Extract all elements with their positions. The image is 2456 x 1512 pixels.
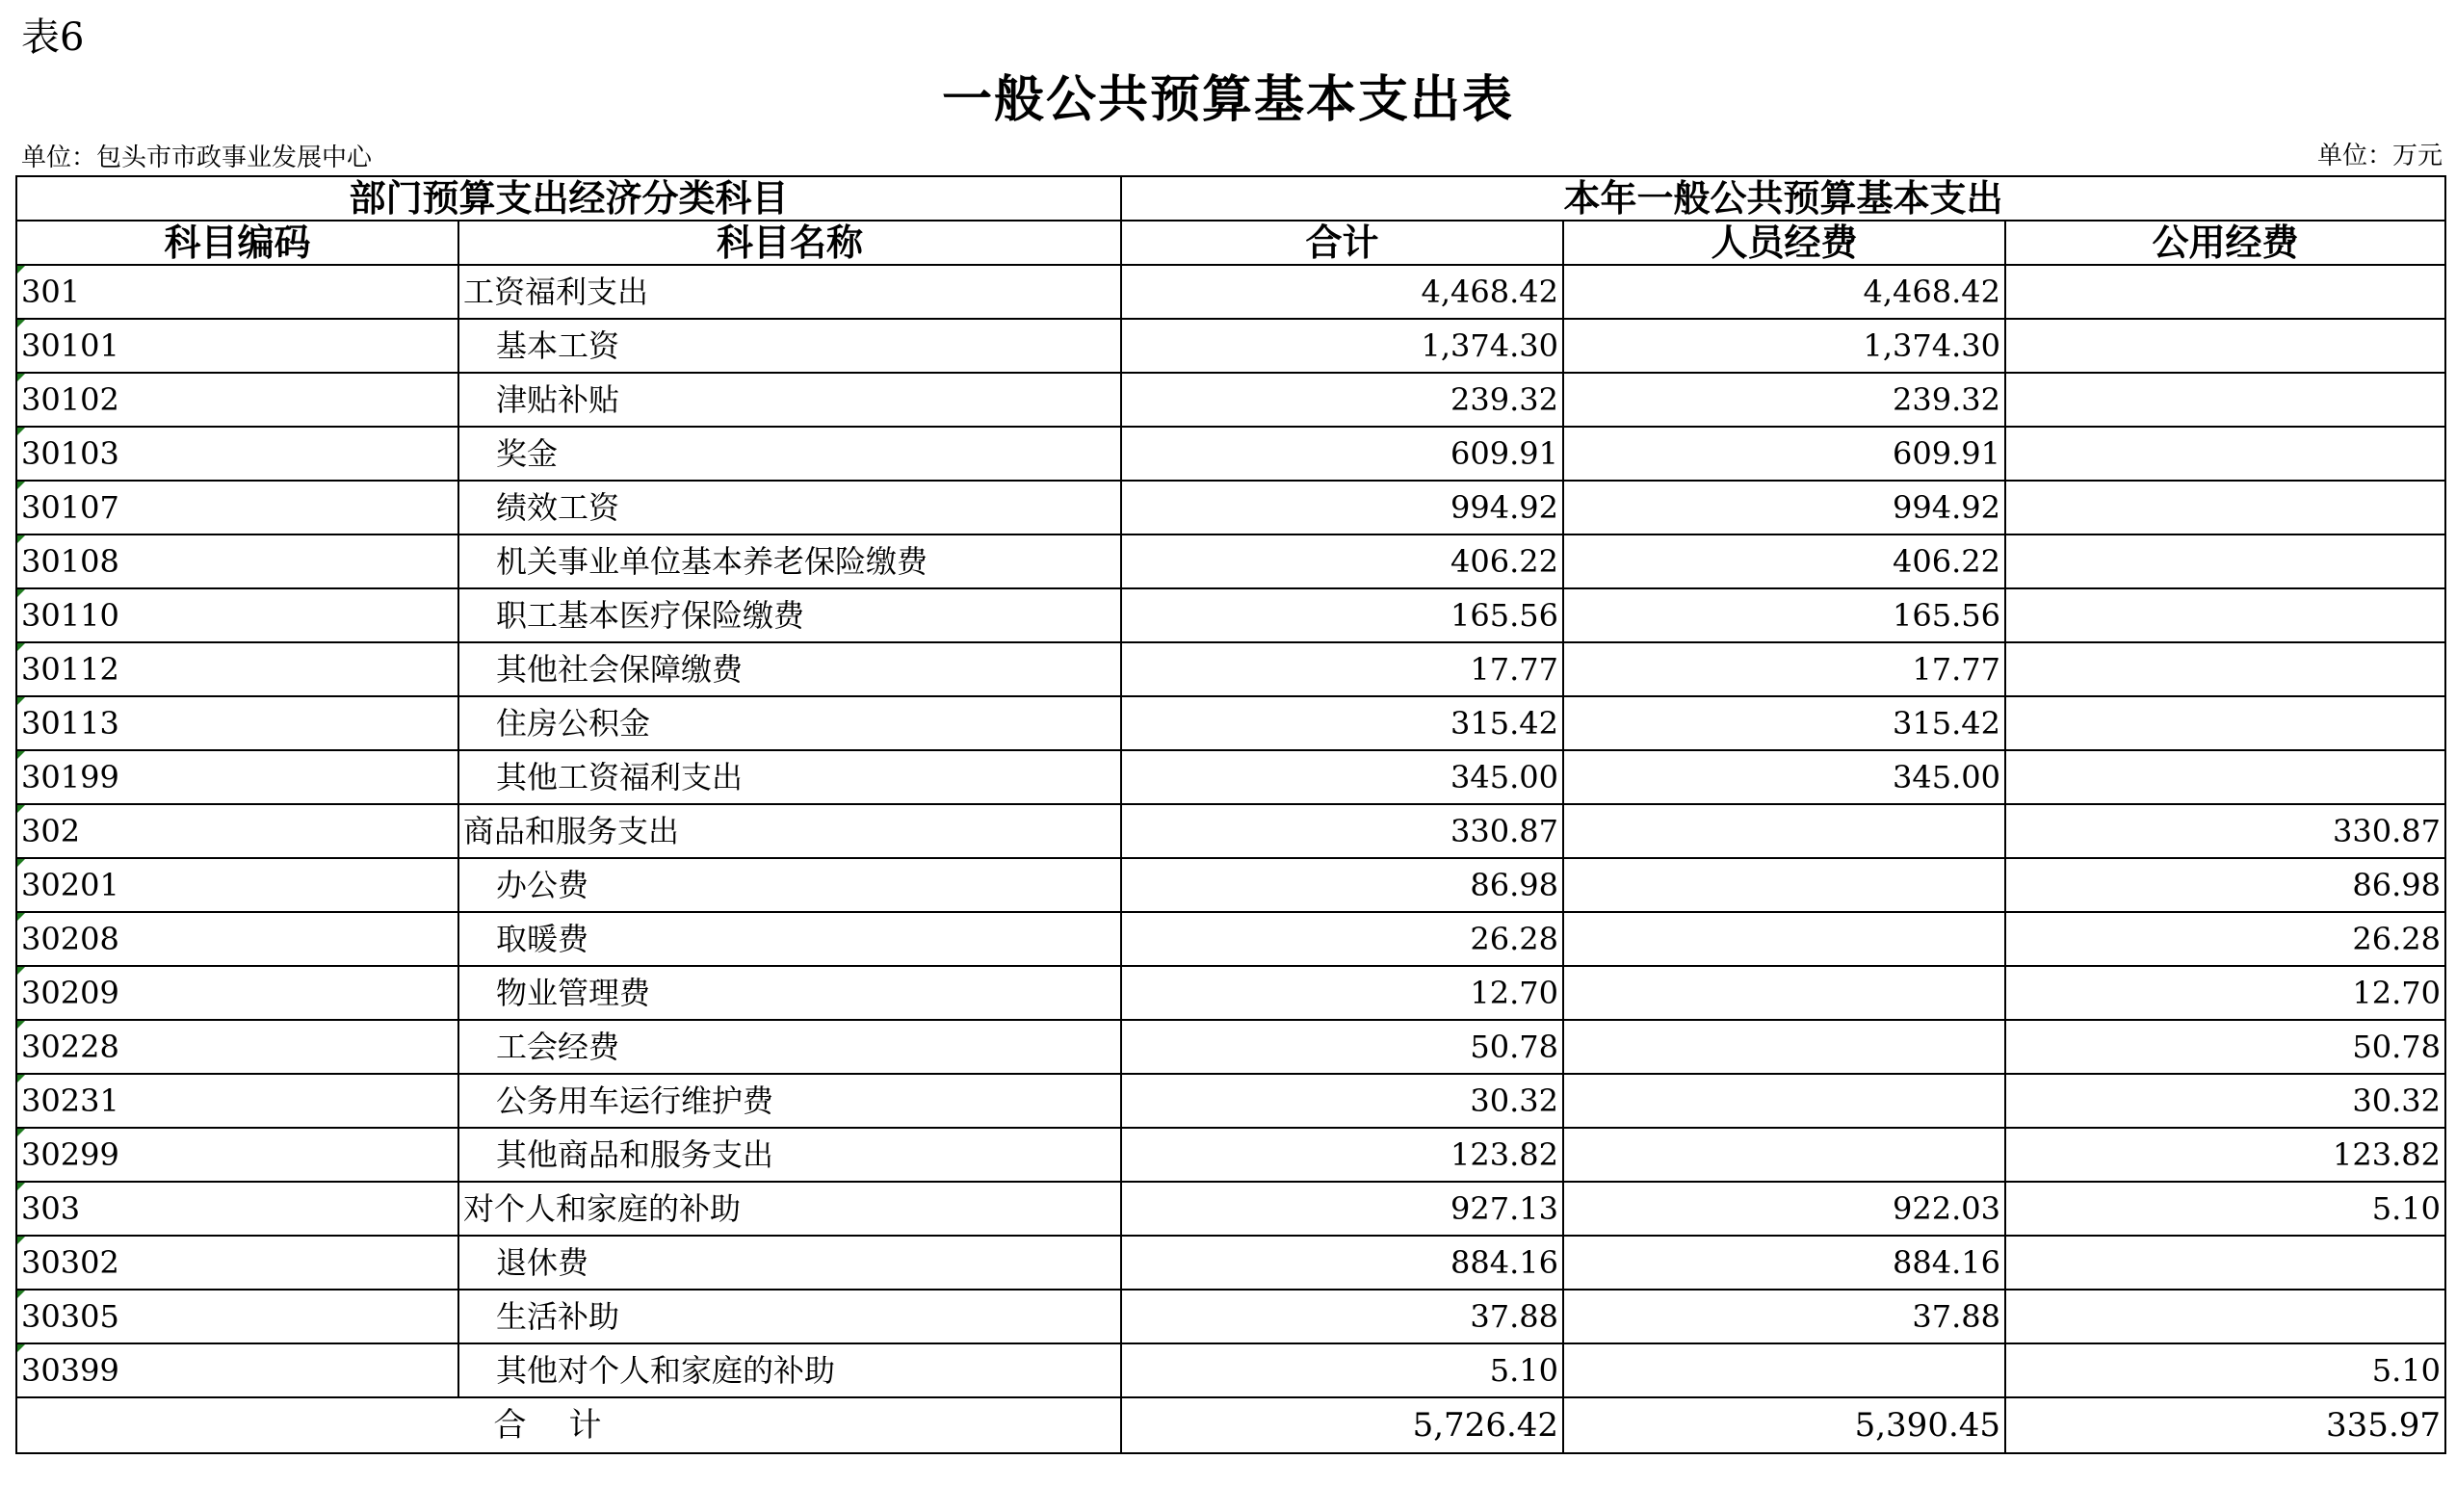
- row-subject-code: 30201: [16, 858, 458, 912]
- table-row: [16, 1343, 2445, 1397]
- row-subject-code: 303: [16, 1182, 458, 1236]
- row-public-expense: 26.28: [2005, 912, 2445, 966]
- table-row: [16, 1074, 2445, 1128]
- table-row: [16, 966, 2445, 1020]
- row-subject-name: 绩效工资: [458, 481, 1121, 534]
- row-personnel-expense: 345.00: [1563, 750, 2005, 804]
- row-personnel-expense: [1563, 804, 2005, 858]
- row-total: 12.70: [1121, 966, 1563, 1020]
- table-number-label: 表6: [21, 15, 85, 60]
- table-header: [16, 176, 2445, 265]
- row-personnel-expense: 406.22: [1563, 534, 2005, 588]
- row-public-expense: [2005, 1290, 2445, 1343]
- row-total: 1,374.30: [1121, 319, 1563, 373]
- row-public-expense: 5.10: [2005, 1343, 2445, 1397]
- row-personnel-expense: 922.03: [1563, 1182, 2005, 1236]
- row-total: 17.77: [1121, 642, 1563, 696]
- row-public-expense: 123.82: [2005, 1128, 2445, 1182]
- row-subject-name: 其他工资福利支出: [458, 750, 1121, 804]
- row-personnel-expense: 239.32: [1563, 373, 2005, 427]
- row-public-expense: [2005, 750, 2445, 804]
- row-subject-code: 30110: [16, 588, 458, 642]
- header-personnel-expense: 人员经费: [1563, 221, 2005, 265]
- row-total: 994.92: [1121, 481, 1563, 534]
- table-row: [16, 1236, 2445, 1290]
- row-total: 5.10: [1121, 1343, 1563, 1397]
- table-body: [16, 265, 2445, 1397]
- row-subject-name: 其他商品和服务支出: [458, 1128, 1121, 1182]
- row-total: 86.98: [1121, 858, 1563, 912]
- budget-table: [15, 175, 2446, 1454]
- row-subject-name: 商品和服务支出: [458, 804, 1121, 858]
- row-subject-code: 30113: [16, 696, 458, 750]
- row-public-expense: 330.87: [2005, 804, 2445, 858]
- table-row: [16, 481, 2445, 534]
- row-subject-code: 30108: [16, 534, 458, 588]
- row-public-expense: [2005, 373, 2445, 427]
- row-personnel-expense: [1563, 966, 2005, 1020]
- row-public-expense: 30.32: [2005, 1074, 2445, 1128]
- row-total: 37.88: [1121, 1290, 1563, 1343]
- row-personnel-expense: [1563, 912, 2005, 966]
- row-personnel-expense: 1,374.30: [1563, 319, 2005, 373]
- table-row: [16, 696, 2445, 750]
- table-row: [16, 265, 2445, 319]
- row-subject-code: 30107: [16, 481, 458, 534]
- row-total: 30.32: [1121, 1074, 1563, 1128]
- row-subject-code: 30103: [16, 427, 458, 481]
- header-public-expense: 公用经费: [2005, 221, 2445, 265]
- row-subject-name: 其他对个人和家庭的补助: [458, 1343, 1121, 1397]
- row-total: 50.78: [1121, 1020, 1563, 1074]
- header-total: 合计: [1121, 221, 1563, 265]
- table-row: [16, 319, 2445, 373]
- table-row: [16, 1290, 2445, 1343]
- row-personnel-expense: [1563, 1128, 2005, 1182]
- row-subject-name: 取暖费: [458, 912, 1121, 966]
- row-personnel-expense: 4,468.42: [1563, 265, 2005, 319]
- total-row-total: 5,726.42: [1121, 1397, 1563, 1453]
- row-personnel-expense: 315.42: [1563, 696, 2005, 750]
- total-row-public: 335.97: [2005, 1397, 2445, 1453]
- total-row-label: 合计: [16, 1397, 1121, 1453]
- row-personnel-expense: [1563, 1343, 2005, 1397]
- table-row: [16, 1182, 2445, 1236]
- total-row-personnel: 5,390.45: [1563, 1397, 2005, 1453]
- row-subject-code: 30209: [16, 966, 458, 1020]
- row-public-expense: [2005, 319, 2445, 373]
- row-public-expense: [2005, 265, 2445, 319]
- reporting-unit-label: 单位：包头市市政事业发展中心: [21, 143, 373, 172]
- row-subject-code: 30302: [16, 1236, 458, 1290]
- row-subject-code: 30112: [16, 642, 458, 696]
- row-public-expense: [2005, 696, 2445, 750]
- row-public-expense: [2005, 1236, 2445, 1290]
- row-personnel-expense: [1563, 858, 2005, 912]
- row-total: 4,468.42: [1121, 265, 1563, 319]
- row-personnel-expense: 994.92: [1563, 481, 2005, 534]
- currency-unit-label: 单位：万元: [2316, 142, 2443, 170]
- row-subject-code: 302: [16, 804, 458, 858]
- header-economic-classification: 部门预算支出经济分类科目: [16, 176, 1121, 221]
- row-subject-name: 其他社会保障缴费: [458, 642, 1121, 696]
- row-subject-name: 公务用车运行维护费: [458, 1074, 1121, 1128]
- row-subject-code: 30299: [16, 1128, 458, 1182]
- row-total: 165.56: [1121, 588, 1563, 642]
- row-subject-name: 津贴补贴: [458, 373, 1121, 427]
- table-row: [16, 534, 2445, 588]
- row-subject-name: 工会经费: [458, 1020, 1121, 1074]
- row-personnel-expense: 609.91: [1563, 427, 2005, 481]
- row-subject-name: 职工基本医疗保险缴费: [458, 588, 1121, 642]
- table-row: [16, 373, 2445, 427]
- row-personnel-expense: 37.88: [1563, 1290, 2005, 1343]
- row-total: 927.13: [1121, 1182, 1563, 1236]
- row-personnel-expense: 884.16: [1563, 1236, 2005, 1290]
- row-total: 406.22: [1121, 534, 1563, 588]
- row-total: 239.32: [1121, 373, 1563, 427]
- row-public-expense: 50.78: [2005, 1020, 2445, 1074]
- header-current-year-expenditure: 本年一般公共预算基本支出: [1121, 176, 2445, 221]
- header-column-row: [16, 221, 2445, 265]
- row-total: 345.00: [1121, 750, 1563, 804]
- total-row: [16, 1397, 2445, 1453]
- row-subject-code: 30305: [16, 1290, 458, 1343]
- row-public-expense: [2005, 588, 2445, 642]
- row-total: 884.16: [1121, 1236, 1563, 1290]
- row-subject-code: 30199: [16, 750, 458, 804]
- row-subject-code: 30228: [16, 1020, 458, 1074]
- row-public-expense: 86.98: [2005, 858, 2445, 912]
- row-total: 26.28: [1121, 912, 1563, 966]
- table-row: [16, 588, 2445, 642]
- table-row: [16, 642, 2445, 696]
- row-public-expense: [2005, 427, 2445, 481]
- row-subject-name: 生活补助: [458, 1290, 1121, 1343]
- row-public-expense: [2005, 642, 2445, 696]
- row-subject-name: 工资福利支出: [458, 265, 1121, 319]
- table-row: [16, 427, 2445, 481]
- header-group-row: [16, 176, 2445, 221]
- row-subject-code: 30399: [16, 1343, 458, 1397]
- row-personnel-expense: 165.56: [1563, 588, 2005, 642]
- row-total: 330.87: [1121, 804, 1563, 858]
- table-row: [16, 858, 2445, 912]
- table-row: [16, 750, 2445, 804]
- row-public-expense: 12.70: [2005, 966, 2445, 1020]
- row-public-expense: 5.10: [2005, 1182, 2445, 1236]
- row-total: 315.42: [1121, 696, 1563, 750]
- row-subject-name: 奖金: [458, 427, 1121, 481]
- row-subject-name: 物业管理费: [458, 966, 1121, 1020]
- row-subject-name: 住房公积金: [458, 696, 1121, 750]
- table-row: [16, 804, 2445, 858]
- row-subject-name: 机关事业单位基本养老保险缴费: [458, 534, 1121, 588]
- row-personnel-expense: 17.77: [1563, 642, 2005, 696]
- page-title: 一般公共预算基本支出表: [941, 70, 1514, 129]
- table-row: [16, 912, 2445, 966]
- row-subject-name: 基本工资: [458, 319, 1121, 373]
- row-public-expense: [2005, 534, 2445, 588]
- row-subject-name: 对个人和家庭的补助: [458, 1182, 1121, 1236]
- header-subject-name: 科目名称: [458, 221, 1121, 265]
- row-personnel-expense: [1563, 1074, 2005, 1128]
- row-subject-name: 退休费: [458, 1236, 1121, 1290]
- row-subject-code: 30102: [16, 373, 458, 427]
- row-total: 609.91: [1121, 427, 1563, 481]
- table-row: [16, 1020, 2445, 1074]
- row-subject-code: 30231: [16, 1074, 458, 1128]
- row-total: 123.82: [1121, 1128, 1563, 1182]
- row-public-expense: [2005, 481, 2445, 534]
- row-subject-code: 301: [16, 265, 458, 319]
- header-subject-code: 科目编码: [16, 221, 458, 265]
- row-subject-code: 30101: [16, 319, 458, 373]
- row-subject-code: 30208: [16, 912, 458, 966]
- row-personnel-expense: [1563, 1020, 2005, 1074]
- row-subject-name: 办公费: [458, 858, 1121, 912]
- table-row: [16, 1128, 2445, 1182]
